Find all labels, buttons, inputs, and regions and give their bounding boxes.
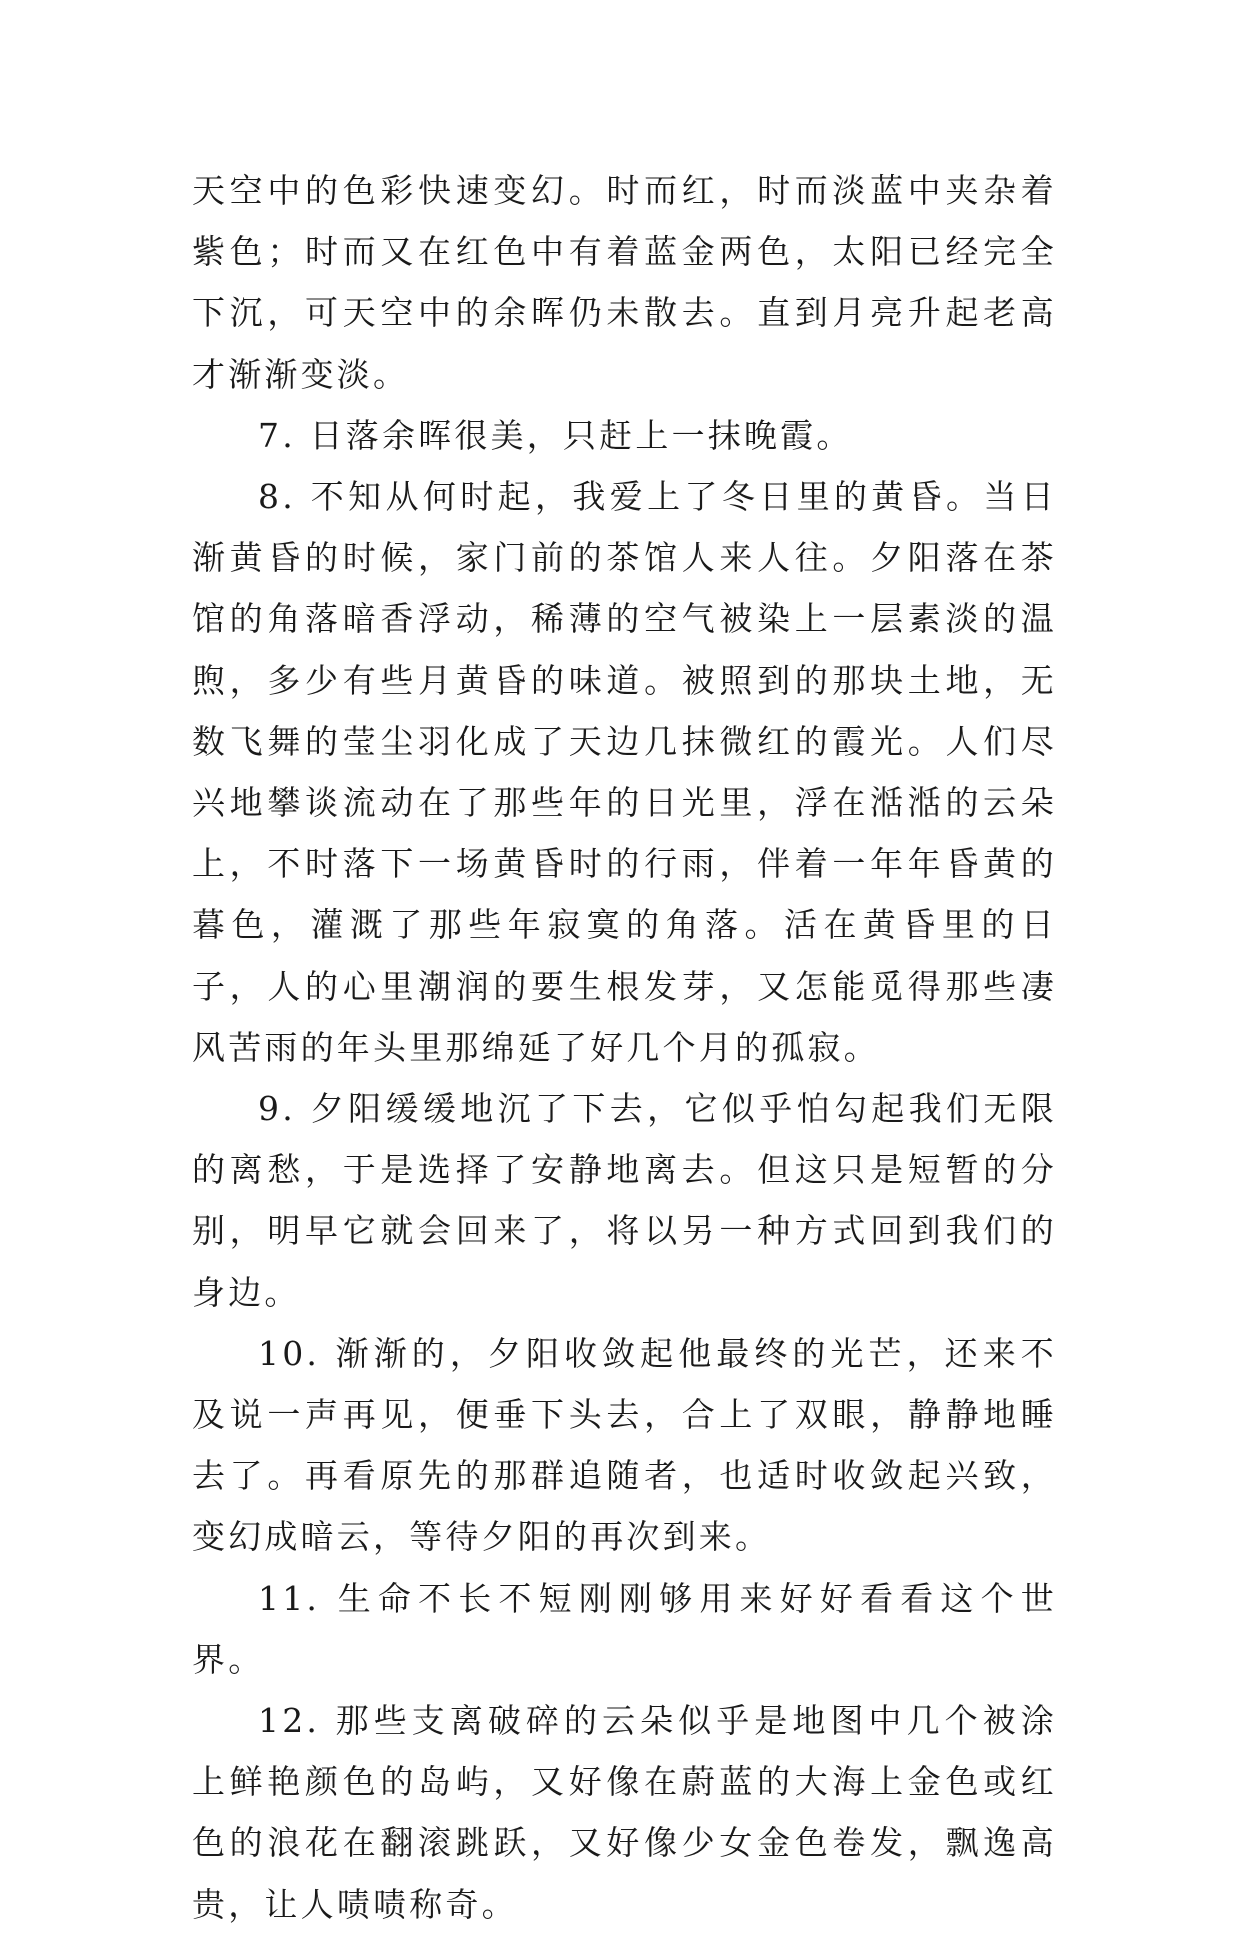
paragraph-9: 9. 夕阳缓缓地沉了下去，它似乎怕勾起我们无限的离愁，于是选择了安静地离去。但这只是短暂的分别，明早它就会回来了，将以另一种方式回到我们的身边。 (192, 1089, 1057, 1312)
paragraph-11: 11. 生命不长不短刚刚够用来好好看看这个世界。 (192, 1578, 1057, 1679)
paragraph-10: 10. 渐渐的，夕阳收敛起他最终的光芒，还来不及说一声再见，便垂下头去，合上了双眼，静静地睡去了。再看原先的那群追随者，也适时收敛起兴致，变幻成暗云，等待夕阳的再次到来。 (192, 1333, 1057, 1557)
paragraph-8: 8. 不知从何时起，我爱上了冬日里的黄昏。当日渐黄昏的时候，家门前的茶馆人来人往。夕阳落在茶馆的角落暗香浮动，稀薄的空气被染上一层素淡的温煦，多少有些月黄昏的味道。被照到的那块土地，无数飞舞的莹尘羽化成了天边几抹微红的霞光。人们尽兴地攀谈流动在了那些年的日光里，浮在湉湉的云朵上，不时落下一场黄昏时的行雨，伴着一年年昏黄的暮色，灌溉了那些年寂寞的角落。活在黄昏里的日子，人的心里潮润的要生根发芽，又怎能觅得那些凄风苦雨的年头里那绵延了好几个月的孤寂。 (192, 477, 1057, 1067)
document-page (192, 160, 1057, 1935)
paragraph-12: 12. 那些支离破碎的云朵似乎是地图中几个被涂上鲜艳颜色的岛屿，又好像在蔚蓝的大海上金色或红色的浪花在翻滚跳跃，又好像少女金色卷发，飘逸高贵，让人啧啧称奇。 (192, 1701, 1057, 1924)
paragraph-intro: 天空中的色彩快速变幻。时而红，时而淡蓝中夹杂着紫色；时而又在红色中有着蓝金两色，太阳已经完全下沉，可天空中的余晖仍未散去。直到月亮升起老高才渐渐变淡。 (192, 171, 1057, 394)
paragraph-7: 7. 日落余晖很美，只赶上一抹晚霞。 (258, 415, 853, 455)
